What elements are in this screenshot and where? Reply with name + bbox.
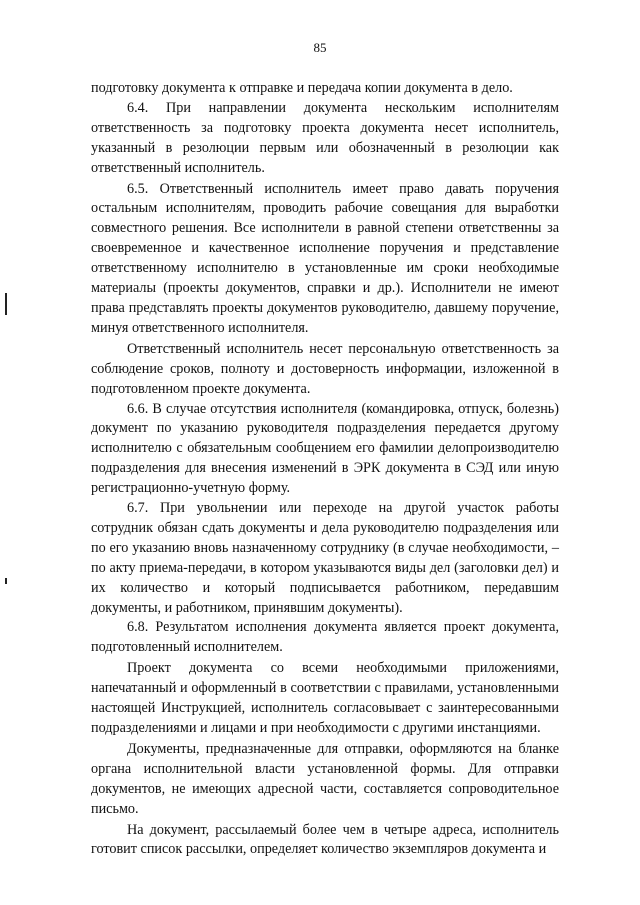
paragraph-responsible-executor: Ответственный исполнитель несет персональную ответственность за соблюдение сроков, полноту и достоверность информации, изложенной в подготовленном проекте документа. bbox=[91, 340, 559, 397]
paragraph-6-8: 6.8. Результатом исполнения документа является проект документа, подготовленный исполнителем. bbox=[91, 619, 559, 656]
paragraph-6-4: 6.4. При направлении документа нескольким исполнителям ответственность за подготовку проекта документа несет исполнитель, указанный в резолюции первым или обозначенный в резолюции как ответственный исполнитель. bbox=[91, 99, 559, 176]
paragraph-6-7: 6.7. При увольнении или переходе на другой участок работы сотрудник обязан сдать документы и дела руководителю подразделения или по его указанию вновь назначенному сотруднику (в случае необходимости, – по акту приема-передачи, в котором указываются виды дел (заголовки дел) и их количество и который подписывается работником, передавшим документы, и работником, принявшим документы). bbox=[91, 500, 559, 616]
page-number: 85 bbox=[313, 40, 327, 55]
paragraph-6-6: 6.6. В случае отсутствия исполнителя (командировка, отпуск, болезнь) документ по указанию руководителя подразделения передается другому исполнителю с обязательным сообщением его фамилии делопроизводителю подразделения для внесения изменений в ЭРК документа в СЭД или иную регистрационно-учетную форму. bbox=[91, 400, 559, 497]
document-body bbox=[91, 79, 559, 860]
paragraph-6-5: 6.5. Ответственный исполнитель имеет право давать поручения остальным исполнителям, проводить рабочие совещания для выработки совместного решения. Все исполнители в равной степени ответственны за своевременное и качественное исполнение поручения и представление ответственному исполнителю в установленные им сроки необходимые материалы (проекты документов, справки и др.). Исполнители не имеют права представлять проекты документов руководителю, давшему поручение, минуя ответственного исполнителя. bbox=[91, 180, 559, 336]
paragraph-documents-for-sending: Документы, предназначенные для отправки, оформляются на бланке органа исполнительной власти установленной формы. Для отправки документов, не имеющих адресной части, составляется сопроводительное письмо. bbox=[91, 740, 559, 817]
paragraph-draft-document: Проект документа со всеми необходимыми приложениями, напечатанный и оформленный в соответствии с правилами, установленными настоящей Инструкцией, исполнитель согласовывает с заинтересованными подразделениями и лицами и при необходимости с другими инстанциями. bbox=[91, 660, 559, 736]
scan-margin-mark bbox=[5, 293, 7, 315]
paragraph-continuation: подготовку документа к отправке и передача копии документа в дело. bbox=[91, 80, 513, 96]
paragraph-mailing-list: На документ, рассылаемый более чем в четыре адреса, исполнитель готовит список рассылки, определяет количество экземпляров документа и bbox=[91, 821, 559, 858]
scan-margin-mark bbox=[5, 578, 7, 584]
